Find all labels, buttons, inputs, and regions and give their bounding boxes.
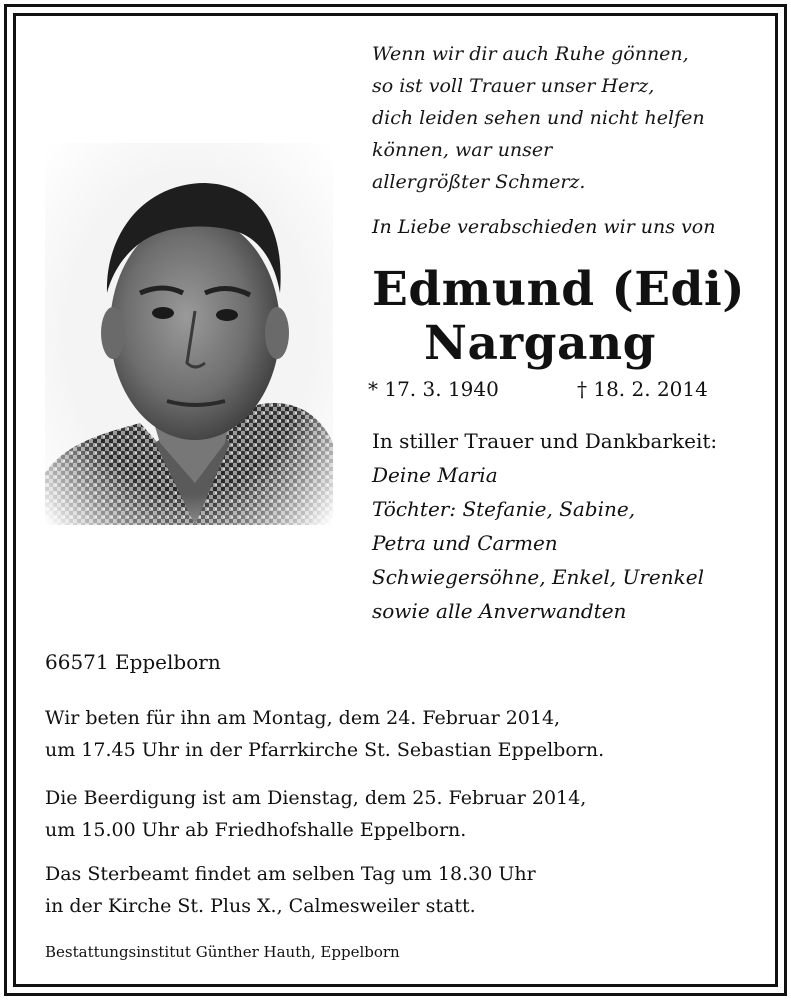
poem-line: dich leiden sehen und nicht helfen xyxy=(372,107,705,129)
mourners-heading: In stiller Trauer und Dankbarkeit: xyxy=(372,429,718,453)
poem-verse xyxy=(372,38,705,198)
deceased-name-last: Nargang xyxy=(424,316,657,371)
prayer-notice xyxy=(45,702,604,766)
mourner-line: sowie alle Anverwandten xyxy=(372,599,627,623)
notice-line: um 17.45 Uhr in der Pfarrkirche St. Sebastian Eppelborn. xyxy=(45,739,605,761)
town: 66571 Eppelborn xyxy=(45,650,221,674)
portrait-photo xyxy=(45,143,333,525)
mourner-line: Töchter: Stefanie, Sabine, xyxy=(372,497,636,521)
mourner-line: Schwiegersöhne, Enkel, Urenkel xyxy=(372,565,704,589)
poem-line: allergrößter Schmerz. xyxy=(372,171,586,193)
notice-line: Das Sterbeamt findet am selben Tag um 18.30 Uhr xyxy=(45,863,536,885)
birth-date: * 17. 3. 1940 xyxy=(368,377,499,401)
notice-line: Die Beerdigung ist am Dienstag, dem 25. Februar 2014, xyxy=(45,787,587,809)
mourner-line: Petra und Carmen xyxy=(372,531,558,555)
notice-line: Wir beten für ihn am Montag, dem 24. Februar 2014, xyxy=(45,707,561,729)
mourner-line: Deine Maria xyxy=(372,463,498,487)
poem-line: Wenn wir dir auch Ruhe gönnen, xyxy=(372,43,689,65)
mourners-list xyxy=(372,424,717,628)
poem-line: so ist voll Trauer unser Herz, xyxy=(372,75,655,97)
farewell-intro: In Liebe verabschieden wir uns von xyxy=(372,216,716,238)
funeral-home: Bestattungsinstitut Günther Hauth, Eppelborn xyxy=(45,943,400,961)
funeral-notice xyxy=(45,782,586,846)
poem-line: können, war unser xyxy=(372,139,553,161)
deceased-name-first: Edmund (Edi) xyxy=(372,262,746,317)
notice-line: in der Kirche St. Plus X., Calmesweiler statt. xyxy=(45,895,476,917)
requiem-notice xyxy=(45,858,536,922)
notice-line: um 15.00 Uhr ab Friedhofshalle Eppelborn. xyxy=(45,819,467,841)
death-date: † 18. 2. 2014 xyxy=(577,377,708,401)
